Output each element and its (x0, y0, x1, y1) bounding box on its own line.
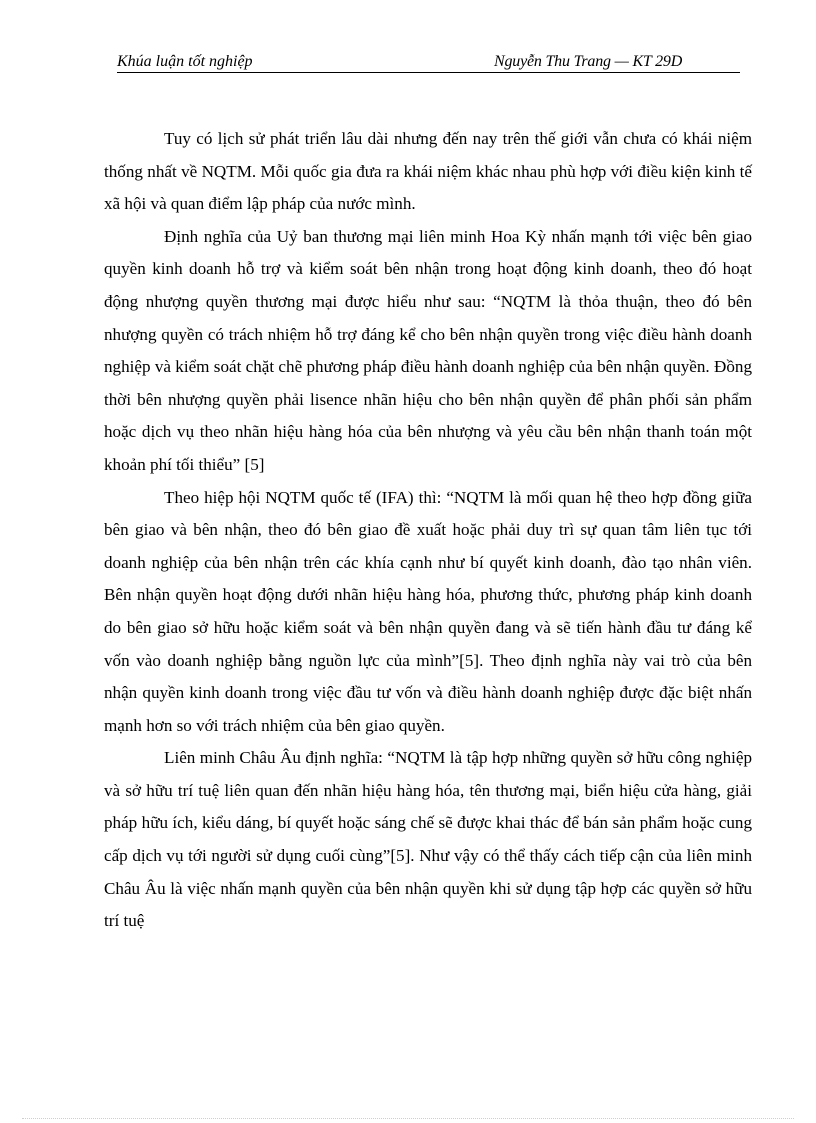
document-body (104, 123, 752, 938)
paragraph-us-definition: Định nghĩa của Uỷ ban thương mại liên minh Hoa Kỳ nhấn mạnh tới việc bên giao quyền kinh doanh hỗ trợ và kiểm soát bên nhận trong hoạt động kinh doanh, theo đó hoạt động nhượng quyền thương mại được hiểu như sau: “NQTM là thỏa thuận, theo đó bên nhượng quyền có trách nhiệm hỗ trợ đáng kể cho bên nhận quyền trong việc điều hành doanh nghiệp và kiểm soát chặt chẽ phương pháp điều hành doanh nghiệp của bên nhận quyền. Đồng thời bên nhượng quyền phải lisence nhãn hiệu cho bên nhận quyền để phân phối sản phẩm hoặc dịch vụ theo nhãn hiệu hàng hóa của bên nhượng và yêu cầu bên nhận thanh toán một khoản phí tối thiểu” [5] (104, 226, 752, 474)
paragraph-intro: Tuy có lịch sử phát triển lâu dài nhưng đến nay trên thế giới vẫn chưa có khái niệm thống nhất về NQTM. Mỗi quốc gia đưa ra khái niệm khác nhau phù hợp với điều kiện kinh tế xã hội và quan điểm lập pháp của nước mình. (104, 129, 752, 214)
header-thesis-title: Khúa luận tốt nghiệp (117, 53, 253, 70)
page-header (117, 53, 740, 75)
page-bottom-border (22, 1118, 794, 1119)
paragraph-eu-definition: Liên minh Châu Âu định nghĩa: “NQTM là tập hợp những quyền sở hữu công nghiệp và sở hữu trí tuệ liên quan đến nhãn hiệu hàng hóa, tên thương mại, biển hiệu cửa hàng, giải pháp hữu ích, kiểu dáng, bí quyết hoặc sáng chế sẽ được khai thác để bán sản phẩm hoặc cung cấp dịch vụ tới người sử dụng cuối cùng”[5]. Như vậy có thể thấy cách tiếp cận của liên minh Châu Âu là việc nhấn mạnh quyền của bên nhận quyền khi sử dụng tập hợp các quyền sở hữu trí tuệ (104, 748, 752, 931)
paragraph-ifa-definition: Theo hiệp hội NQTM quốc tế (IFA) thì: “NQTM là mối quan hệ theo hợp đồng giữa bên giao và bên nhận, theo đó bên giao đề xuất hoặc phải duy trì sự quan tâm liên tục tới doanh nghiệp của bên nhận trên các khía cạnh như bí quyết kinh doanh, đào tạo nhân viên. Bên nhận quyền hoạt động dưới nhãn hiệu hàng hóa, phương thức, phương pháp kinh doanh do bên giao sở hữu hoặc kiểm soát và bên nhận quyền đang và sẽ tiến hành đầu tư đáng kể vốn vào doanh nghiệp bằng nguồn lực của mình”[5]. Theo định nghĩa này vai trò của bên nhận quyền kinh doanh trong việc đầu tư vốn và điều hành doanh nghiệp được đặc biệt nhấn mạnh hơn so với trách nhiệm của bên giao quyền. (104, 487, 752, 735)
header-underline (117, 72, 740, 73)
header-author: Nguyễn Thu Trang — KT 29D (494, 53, 683, 70)
